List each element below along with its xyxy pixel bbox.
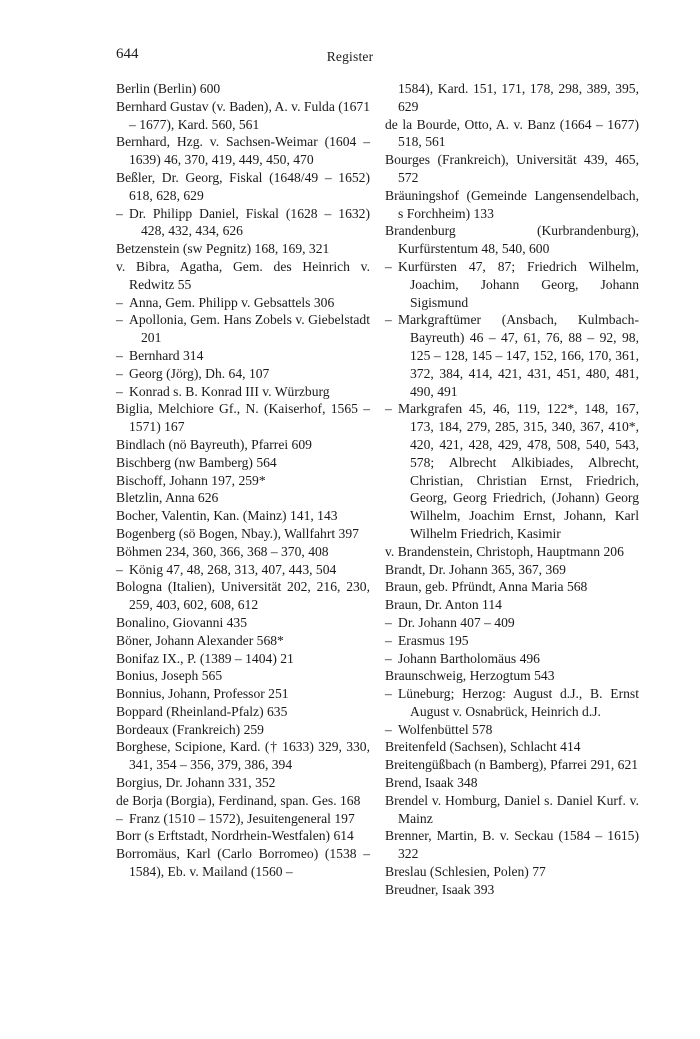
index-subentry [116,383,370,401]
subentry-dash: – [385,686,392,702]
entry-text: Breitenfeld (Sachsen), Schlacht 414 [385,739,581,755]
index-entry [116,133,370,169]
entry-text: Bernhard 314 [129,347,204,363]
index-entry [385,116,639,152]
index-entry [116,240,370,258]
index-entry [116,80,370,98]
subentry-dash: – [385,650,392,666]
subentry-dash: – [116,205,123,221]
index-subentry [116,365,370,383]
entry-text: Brandenburg (Kurbrandenburg), Kurfürstentum 48, 540, 600 [385,223,639,257]
entry-text: Borghese, Scipione, Kard. († 1633) 329, 330, 341, 354 – 356, 379, 386, 394 [116,739,370,773]
index-entry [385,738,639,756]
index-entry [116,792,370,810]
entry-text: Wolfenbüttel 578 [398,721,493,737]
index-entry [385,863,639,881]
index-subentry [385,614,639,632]
entry-text: Erasmus 195 [398,632,469,648]
entry-text: Anna, Gem. Philipp v. Gebsattels 306 [129,294,335,310]
entry-text: v. Brandenstein, Christoph, Hauptmann 206 [385,543,624,559]
entry-text: Bonifaz IX., P. (1389 – 1404) 21 [116,650,294,666]
entry-text: Breslau (Schlesien, Polen) 77 [385,864,546,880]
index-entry [385,881,639,899]
entry-text: Franz (1510 – 1572), Jesuitengeneral 197 [129,810,355,826]
entry-text: Borromäus, Karl (Carlo Borromeo) (1538 – 1584), Eb. v. Mailand (1560 – [116,846,370,880]
index-entry [116,578,370,614]
entry-text: Bindlach (nö Bayreuth), Pfarrei 609 [116,436,312,452]
subentry-dash: – [385,312,392,328]
subentry-dash: – [116,294,123,310]
entry-text: Betzenstein (sw Pegnitz) 168, 169, 321 [116,241,330,257]
index-entry [385,756,639,774]
index-subentry [116,294,370,312]
entry-text: de Borja (Borgia), Ferdinand, span. Ges. 168 [116,792,361,808]
index-entry [385,596,639,614]
index-subentry [116,347,370,365]
entry-text: Johann Bartholomäus 496 [398,650,540,666]
entry-text: Braun, geb. Pfründt, Anna Maria 568 [385,579,588,595]
entry-text: Bogenberg (sö Bogen, Nbay.), Wallfahrt 397 [116,525,359,541]
subentry-dash: – [116,810,123,826]
entry-text: Bologna (Italien), Universität 202, 216, 230, 259, 403, 602, 608, 612 [116,579,370,613]
subentry-dash: – [116,561,123,577]
index-entry [385,543,639,561]
entry-text: Bernhard Gustav (v. Baden), A. v. Fulda (1671 – 1677), Kard. 560, 561 [116,98,370,132]
entry-text: Beßler, Dr. Georg, Fiskal (1648/49 – 1652) 618, 628, 629 [116,169,370,203]
index-subentry [116,205,370,241]
entry-text: Bischoff, Johann 197, 259* [116,472,266,488]
entry-text: Apollonia, Gem. Hans Zobels v. Giebelstadt 201 [129,312,370,346]
index-entry [116,667,370,685]
index-entry [116,650,370,668]
entry-text: Breitengüßbach (n Bamberg), Pfarrei 291, 621 [385,757,639,773]
index-subentry [116,810,370,828]
index-entry [116,632,370,650]
subentry-dash: – [385,721,392,737]
subentry-dash: – [116,312,123,328]
entry-text: Georg (Jörg), Dh. 64, 107 [129,365,270,381]
index-entry [116,169,370,205]
index-subentry [385,632,639,650]
index-entry [385,80,639,116]
entry-text: Bourges (Frankreich), Universität 439, 465, 572 [385,152,639,185]
entry-text: Brenner, Martin, B. v. Seckau (1584 – 1615) 322 [385,828,639,862]
index-subentry [385,650,639,668]
index-entry [385,792,639,828]
entry-text: Braun, Dr. Anton 114 [385,597,502,613]
index-entry [385,774,639,792]
entry-text: Bonalino, Giovanni 435 [116,614,248,630]
entry-text: de la Bourde, Otto, A. v. Banz (1664 – 1677) 518, 561 [385,116,639,150]
index-entry [116,774,370,792]
subentry-dash: – [116,347,123,363]
entry-text: Kurfürsten 47, 87; Friedrich Wilhelm, Joachim, Johann Georg, Johann Sigismund [398,258,639,310]
entry-text: Braunschweig, Herzogtum 543 [385,668,555,684]
entry-text: Bordeaux (Frankreich) 259 [116,721,264,737]
entry-text: Markgrafen 45, 46, 119, 122*, 148, 167, 173, 184, 279, 285, 315, 340, 367, 410*, 420, 421, 428, 429, 478, 508, 540, 543, 578; Albrecht Alkibiades, Albrecht, Christian, Christian Ernst, Friedrich, Georg, Georg Friedrich, (Johann) Georg Wilhelm, Joachim Ernst, Johann, Karl Wilhelm Friedrich, Kasimir [398,401,639,541]
entry-text: König 47, 48, 268, 313, 407, 443, 504 [129,561,337,577]
entry-text: Konrad s. B. Konrad III v. Würzburg [129,383,330,399]
entry-text: Biglia, Melchiore Gf., N. (Kaiserhof, 1565 – 1571) 167 [116,401,370,435]
entry-text: Bonnius, Johann, Professor 251 [116,686,289,702]
index-entry [116,454,370,472]
entry-text: Bletzlin, Anna 626 [116,490,219,506]
entry-text: Berlin (Berlin) 600 [116,81,221,96]
page-number: 644 [116,46,139,62]
subentry-dash: – [385,632,392,648]
index-entry [116,400,370,436]
index-subentry [385,721,639,739]
subentry-dash: – [385,258,392,274]
subentry-dash: – [385,614,392,630]
index-entry [116,703,370,721]
entry-text: Brandt, Dr. Johann 365, 367, 369 [385,561,566,577]
index-subentry [116,561,370,579]
index-subentry [385,685,639,721]
index-entry [116,685,370,703]
running-head: Register [326,49,374,64]
index-entry [116,98,370,134]
subentry-dash: – [116,383,123,399]
index-entry [116,472,370,490]
entry-text: Böhmen 234, 360, 366, 368 – 370, 408 [116,543,329,559]
entry-text: Böner, Johann Alexander 568* [116,632,284,648]
index-entry [116,525,370,543]
index-entry [385,187,639,223]
entry-text: Bonius, Joseph 565 [116,668,223,684]
index-entry [385,222,639,258]
entry-text: Breudner, Isaak 393 [385,881,495,897]
index-entry [116,436,370,454]
index-entry [385,827,639,863]
entry-text: 1584), Kard. 151, 171, 178, 298, 389, 395, 629 [398,81,639,114]
index-entry [385,151,639,187]
subentry-dash: – [116,365,123,381]
index-entry [385,561,639,579]
index-entry [116,738,370,774]
index-subentry [385,258,639,311]
entry-text: Bräuningshof (Gemeinde Langensendelbach, s Forchheim) 133 [385,187,639,221]
index-entry [116,845,370,881]
entry-text: Bocher, Valentin, Kan. (Mainz) 141, 143 [116,508,338,524]
subentry-dash: – [385,401,392,417]
index-entry [116,258,370,294]
index-subentry [116,311,370,347]
index-subentry [385,400,639,542]
entry-text: Boppard (Rheinland-Pfalz) 635 [116,703,288,719]
index-column-right [385,80,639,899]
index-entry [116,721,370,739]
entry-text: Lüneburg; Herzog: August d.J., B. Ernst August v. Osnabrück, Heinrich d.J. [398,686,639,719]
entry-text: Dr. Philipp Daniel, Fiskal (1628 – 1632) 428, 432, 434, 626 [129,205,370,239]
index-entry [116,827,370,845]
index-entry [116,507,370,525]
index-entry [116,543,370,561]
index-entry [385,578,639,596]
index-entry [385,667,639,685]
entry-text: Dr. Johann 407 – 409 [398,614,515,630]
entry-text: Bischberg (nw Bamberg) 564 [116,454,277,470]
entry-text: Brendel v. Homburg, Daniel s. Daniel Kurf. v. Mainz [385,792,639,826]
index-entry [116,489,370,507]
entry-text: Bernhard, Hzg. v. Sachsen-Weimar (1604 – 1639) 46, 370, 419, 449, 450, 470 [116,134,370,168]
entry-text: v. Bibra, Agatha, Gem. des Heinrich v. Redwitz 55 [116,258,370,292]
index-column-left [116,80,370,881]
entry-text: Borr (s Erftstadt, Nordrhein-Westfalen) 614 [116,828,354,844]
entry-text: Markgraftümer (Ansbach, Kulmbach-Bayreuth) 46 – 47, 61, 76, 88 – 92, 98, 125 – 128, 145 – 147, 152, 166, 170, 361, 372, 384, 414, 421, 431, 451, 480, 481, 490, 491 [398,312,639,399]
entry-text: Brend, Isaak 348 [385,775,478,791]
index-entry [116,614,370,632]
index-subentry [385,311,639,400]
entry-text: Borgius, Dr. Johann 331, 352 [116,775,276,791]
